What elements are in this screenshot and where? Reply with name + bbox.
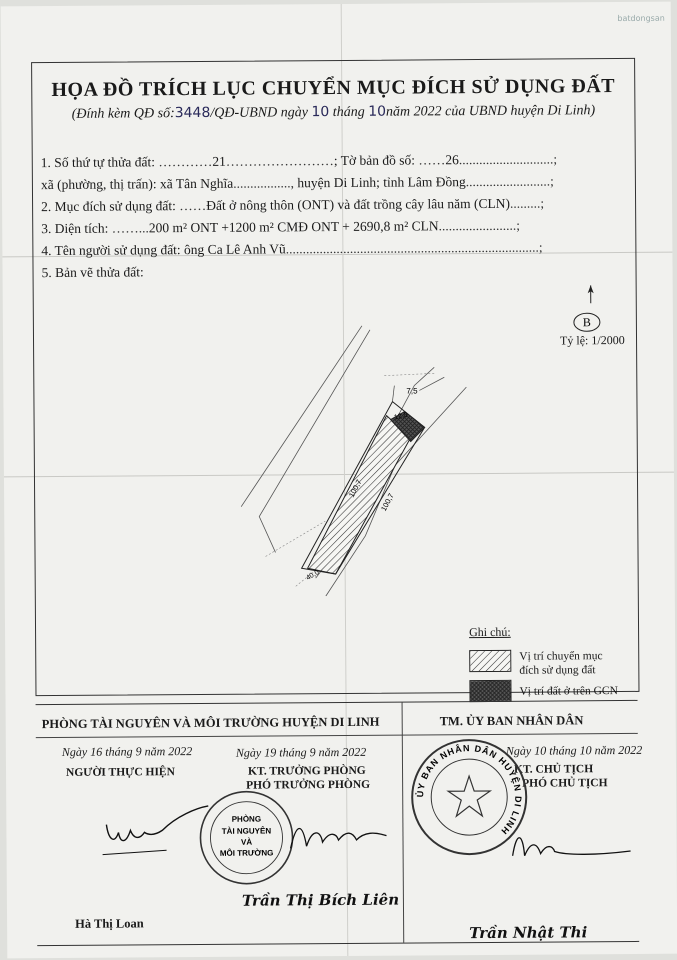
dim-label-right: 100,7 bbox=[379, 491, 396, 513]
document-subtitle bbox=[32, 102, 634, 123]
legend-item-1-line2: đích sử dụng đất bbox=[519, 664, 596, 677]
decision-number: 3448 bbox=[174, 104, 211, 122]
legend-item-1-line1: Vị trí chuyển mục bbox=[519, 650, 603, 663]
field-location: xã (phường, thị trấn): xã Tân Nghĩa................., huyện Di Linh; tỉnh Lâm Đồng.........................; bbox=[40, 173, 554, 193]
seal-text: ỦY BAN NHÂN DÂN HUYỆN DI LINH bbox=[415, 742, 524, 837]
parcel-label: 1. Số thứ tự thửa đất: bbox=[40, 154, 156, 171]
signature-table bbox=[36, 700, 643, 946]
commune-value: xã Tân Nghĩa bbox=[159, 175, 234, 192]
drawing-label: 5. Bản vẽ thửa đất: bbox=[41, 264, 144, 281]
col1-role: NGƯỜI THỰC HIỆN bbox=[65, 766, 175, 779]
north-letter: B bbox=[582, 315, 591, 330]
area-value: 200 m² ONT +1200 m² CMĐ ONT + 2690,8 m² CLN bbox=[148, 218, 439, 236]
col1-signer-name: Hà Thị Loan bbox=[75, 916, 144, 931]
commune-label: xã (phường, thị trấn): bbox=[40, 176, 157, 193]
purpose-value: Đất ở nông thôn (ONT) và đất trồng cây lâu năm (CLN) bbox=[206, 195, 510, 213]
col3-month: 10 bbox=[579, 743, 592, 758]
signature-col2 bbox=[286, 818, 396, 859]
subtitle-suffix: năm 2022 của UBND huyện Di Linh) bbox=[385, 103, 596, 120]
user-value: ông Ca Lê Anh Vũ bbox=[183, 241, 286, 258]
parcel-map bbox=[234, 315, 486, 597]
col2-date-pre: Ngày bbox=[235, 745, 262, 760]
stamp-line-3: VÀ bbox=[240, 837, 253, 847]
header-divider bbox=[36, 733, 638, 738]
office-stamp-left bbox=[196, 787, 297, 888]
parcel-info-frame bbox=[31, 58, 639, 696]
left-office-header: PHÒNG TÀI NGUYÊN VÀ MÔI TRƯỜNG HUYỆN DI LINH bbox=[41, 714, 380, 732]
dim-label-left: 100,7 bbox=[346, 478, 364, 499]
watermark: batdongsan bbox=[617, 13, 665, 24]
decision-day: 10 bbox=[311, 104, 330, 121]
user-label: 4. Tên người sử dụng đất: bbox=[41, 242, 181, 259]
col3-year: năm 2022 bbox=[594, 742, 643, 758]
dim-label-upper: 12,0 bbox=[393, 411, 409, 422]
stamp-line-4: MÔI TRƯỜNG bbox=[219, 848, 274, 858]
col1-date bbox=[62, 744, 192, 760]
col1-month-word: tháng bbox=[105, 744, 133, 759]
document-title: HỌA ĐỒ TRÍCH LỤC CHUYỂN MỤC ĐÍCH SỬ DỤNG ĐẤT bbox=[51, 75, 616, 101]
sheet-label: ; Tờ bản đồ số: bbox=[333, 152, 416, 169]
col2-year: năm 2022 bbox=[318, 744, 367, 760]
col3-month-word: tháng bbox=[549, 743, 577, 758]
col2-day: 19 bbox=[264, 745, 277, 760]
stamp-line-2: TÀI NGUYÊN bbox=[221, 826, 272, 836]
col3-day: 10 bbox=[534, 743, 547, 758]
dim-label-top: 7,5 bbox=[406, 386, 418, 396]
north-circle bbox=[572, 311, 602, 333]
north-arrow-icon bbox=[579, 285, 603, 311]
col2-signer-name: Trần Thị Bích Liên bbox=[241, 890, 400, 910]
area-label: 3. Diện tích: bbox=[41, 220, 109, 237]
col1-year: năm 2022 bbox=[144, 744, 193, 759]
col3-role2: PHÓ CHỦ TỊCH bbox=[522, 777, 608, 790]
legend-title: Ghi chú: bbox=[469, 624, 511, 640]
legend-item-1 bbox=[519, 649, 603, 678]
dim-label-bottom: 40,0 bbox=[305, 569, 321, 582]
district-value: huyện Di Linh; tỉnh Lâm Đồng bbox=[297, 174, 466, 191]
column-separator bbox=[402, 703, 405, 943]
subtitle-mid: /QĐ-UBND ngày bbox=[210, 105, 309, 121]
col1-month: 9 bbox=[135, 744, 142, 759]
stamp-line-1: PHÒNG bbox=[231, 814, 262, 824]
field-drawing bbox=[41, 264, 143, 281]
col3-signer-name: Trần Nhật Thi bbox=[469, 923, 588, 943]
field-purpose: 2. Mục đích sử dụng đất: ……Đất ở nông thôn (ONT) và đất trồng cây lâu năm (CLN).........; bbox=[41, 195, 545, 215]
purpose-label: 2. Mục đích sử dụng đất: bbox=[41, 198, 176, 215]
signature-col3 bbox=[506, 821, 636, 872]
parcel-number: 21 bbox=[212, 153, 226, 169]
document-page bbox=[1, 2, 677, 959]
col2-role1: KT. TRƯỞNG PHÒNG bbox=[247, 764, 366, 778]
col2-month-word: tháng bbox=[279, 745, 307, 760]
col2-date bbox=[236, 745, 366, 761]
right-office-header: TM. ỦY BAN NHÂN DÂN bbox=[439, 713, 584, 729]
map-scale: Tỷ lệ: 1/2000 bbox=[559, 333, 625, 348]
subtitle-prefix: (Đính kèm QĐ số: bbox=[71, 106, 175, 122]
legend-hatch-swatch bbox=[469, 650, 511, 672]
col2-month: 9 bbox=[309, 745, 316, 760]
subtitle-month-word: tháng bbox=[332, 104, 365, 121]
decision-month: 10 bbox=[368, 103, 387, 120]
col2-role2: PHÓ TRƯỞNG PHÒNG bbox=[246, 778, 371, 792]
col3-role1: KT. CHỦ TỊCH bbox=[513, 763, 594, 776]
field-parcel: 1. Số thứ tự thửa đất: …………21……………………; Tờ bản đồ số: ……26............................; bbox=[40, 151, 558, 171]
field-area: 3. Diện tích: ……...200 m² ONT +1200 m² CMĐ ONT + 2690,8 m² CLN.......................; bbox=[41, 217, 521, 237]
sheet-number: 26 bbox=[445, 152, 459, 168]
col3-date-pre: Ngày bbox=[505, 743, 532, 758]
col1-day: 16 bbox=[90, 744, 103, 759]
field-user: 4. Tên người sử dụng đất: ông Ca Lê Anh Vũ...........................................................................; bbox=[41, 239, 543, 259]
col1-date-pre: Ngày bbox=[61, 744, 88, 759]
legend-crosshatch-swatch bbox=[469, 680, 511, 702]
legend-item-2: Vị trí đất ở trên GCN bbox=[519, 685, 618, 698]
